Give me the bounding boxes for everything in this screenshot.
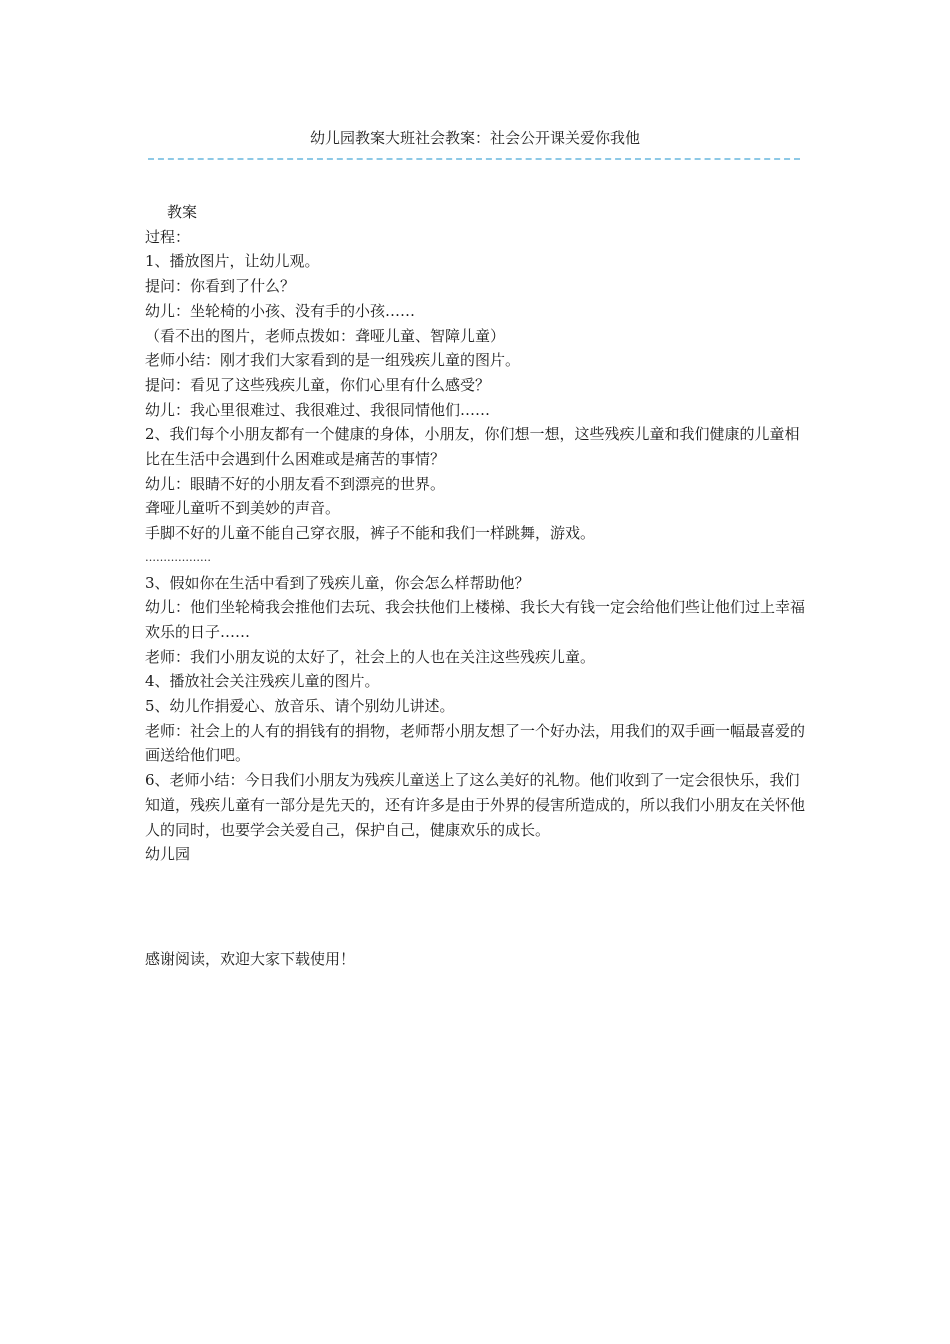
document-body	[145, 200, 810, 867]
paragraph: 老师：社会上的人有的捐钱有的捐物，老师帮小朋友想了一个好办法，用我们的双手画一幅最喜爱的画送给他们吧。	[145, 721, 806, 765]
paragraph: 3、假如你在生活中看到了残疾儿童，你会怎么样帮助他？	[145, 573, 530, 592]
paragraph: 老师：我们小朋友说的太好了，社会上的人也在关注这些残疾儿童。	[145, 647, 596, 666]
paragraph: 提问：你看到了什么？	[145, 277, 296, 296]
paragraph: 聋哑儿童听不到美妙的声音。	[145, 499, 341, 518]
paragraph: （看不出的图片，老师点拨如：聋哑儿童、智障儿童）	[145, 326, 506, 345]
paragraph: 幼儿园	[145, 845, 191, 864]
paragraph: 提问：看见了这些残疾儿童，你们心里有什么感受？	[145, 375, 491, 394]
page-title: 幼儿园教案大班社会教案：社会公开课关爱你我他	[309, 129, 640, 147]
paragraph: 4、播放社会关注残疾儿童的图片。	[145, 672, 380, 691]
ellipsis-line: ………………	[145, 550, 211, 564]
paragraph: 幼儿：眼睛不好的小朋友看不到漂亮的世界。	[145, 474, 446, 493]
paragraph: 幼儿：他们坐轮椅我会推他们去玩、我会扶他们上楼梯、我长大有钱一定会给他们些让他们过上幸福欢乐的日子……	[145, 598, 806, 641]
paragraph: 5、幼儿作捐爱心、放音乐、请个别幼儿讲述。	[145, 697, 455, 716]
paragraph: 手脚不好的儿童不能自己穿衣服，裤子不能和我们一样跳舞，游戏。	[145, 524, 596, 543]
footer-note: 感谢阅读，欢迎大家下载使用！	[145, 950, 356, 968]
paragraph: 1、播放图片，让幼儿观。	[145, 252, 320, 271]
title-divider	[148, 158, 800, 160]
paragraph: 幼儿：坐轮椅的小孩、没有手的小孩……	[145, 301, 416, 320]
section-label: 教案	[167, 203, 198, 221]
paragraph: 6、老师小结：今日我们小朋友为残疾儿童送上了这么美好的礼物。他们收到了一定会很快乐，我们知道，残疾儿童有一部分是先天的，还有许多是由于外界的侵害所造成的，所以我们小朋友在关怀他人的同时，也要学会关爱自己，保护自己，健康欢乐的成长。	[145, 771, 806, 839]
paragraph: 2、我们每个小朋友都有一个健康的身体，小朋友，你们想一想，这些残疾儿童和我们健康的儿童相比在生活中会遇到什么困难或是痛苦的事情？	[145, 425, 800, 469]
paragraph: 幼儿：我心里很难过、我很难过、我很同情他们……	[145, 400, 491, 419]
paragraph: 过程：	[145, 227, 191, 246]
paragraph: 老师小结：刚才我们大家看到的是一组残疾儿童的图片。	[145, 351, 521, 370]
